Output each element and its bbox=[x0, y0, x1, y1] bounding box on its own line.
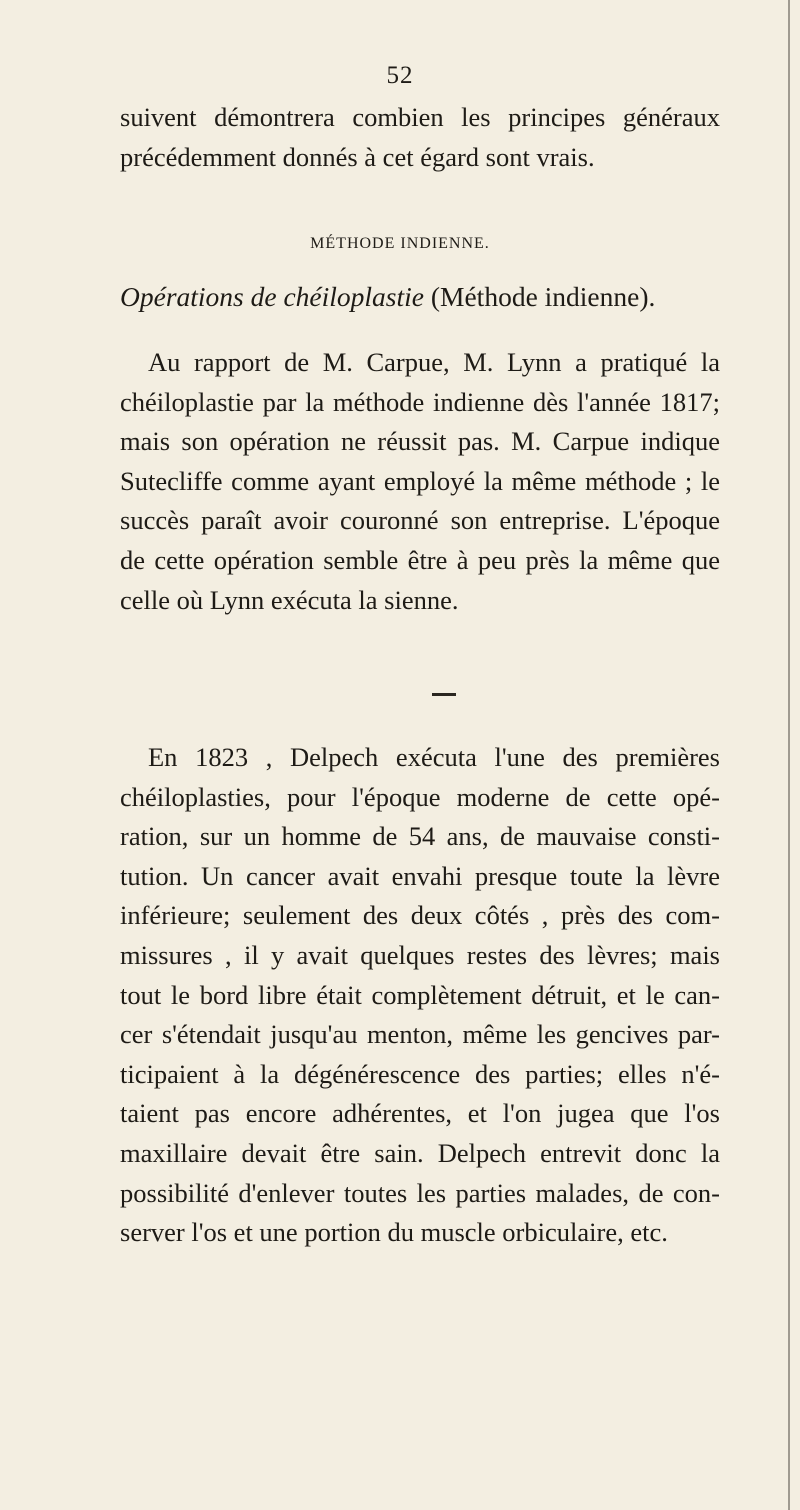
page-number: 52 bbox=[386, 62, 414, 89]
text-line: taient pas encore adhérentes, et l'on jugea que l'os bbox=[120, 1098, 720, 1129]
text-line: de cette opération semble être à peu près la même que bbox=[120, 544, 720, 575]
paragraph-lynn bbox=[120, 343, 720, 620]
text-line: précédemment donnés à cet égard sont vrais. bbox=[120, 141, 595, 172]
text-line: tution. Un cancer avait envahi presque toute la lèvre bbox=[120, 860, 720, 891]
section-heading: MÉTHODE INDIENNE. bbox=[310, 235, 490, 252]
text-line: Sutecliffe comme ayant employé la même méthode ; le bbox=[120, 465, 720, 496]
text-line: celle où Lynn exécuta la sienne. bbox=[120, 584, 459, 615]
text-line: suivent démontrera combien les principes généraux bbox=[120, 102, 720, 132]
text-line: possibilité d'enlever toutes les parties malades, de con- bbox=[120, 1177, 720, 1208]
subheading bbox=[120, 281, 655, 313]
text-line: missures , il y avait quelques restes des lèvres; mais bbox=[120, 939, 720, 970]
subheading-italic: Opérations de chéiloplastie bbox=[120, 281, 424, 312]
text-line: cer s'étendait jusqu'au menton, même les gencives par- bbox=[120, 1019, 720, 1050]
text-line: En 1823 , Delpech exécuta l'une des premières bbox=[148, 742, 720, 772]
text-line: maxillaire devait être sain. Delpech entrevit donc la bbox=[120, 1137, 720, 1168]
subheading-roman: (Méthode indienne). bbox=[430, 281, 656, 312]
text-line: chéiloplasties, pour l'époque moderne de cette opé- bbox=[120, 781, 720, 812]
page-edge bbox=[788, 0, 790, 1510]
paragraph-intro bbox=[120, 98, 720, 177]
text-line: Au rapport de M. Carpue, M. Lynn a pratiqué la bbox=[148, 347, 720, 377]
text-line: tout le bord libre était complètement détruit, et le can- bbox=[120, 979, 720, 1010]
text-line: inférieure; seulement des deux côtés , près des com- bbox=[120, 900, 720, 931]
paragraph-delpech bbox=[120, 738, 720, 1253]
text-line: server l'os et une portion du muscle orbiculaire, etc. bbox=[120, 1217, 668, 1248]
text-line: ration, sur un homme de 54 ans, de mauvaise consti- bbox=[120, 821, 720, 852]
text-line: succès paraît avoir couronné son entreprise. L'époque bbox=[120, 505, 720, 536]
text-line: mais son opération ne réussit pas. M. Carpue indique bbox=[120, 426, 720, 457]
separator-rule bbox=[432, 693, 456, 696]
text-line: chéiloplastie par la méthode indienne dès l'année 1817; bbox=[120, 386, 720, 417]
text-line: ticipaient à la dégénérescence des parties; elles n'é- bbox=[120, 1058, 720, 1089]
